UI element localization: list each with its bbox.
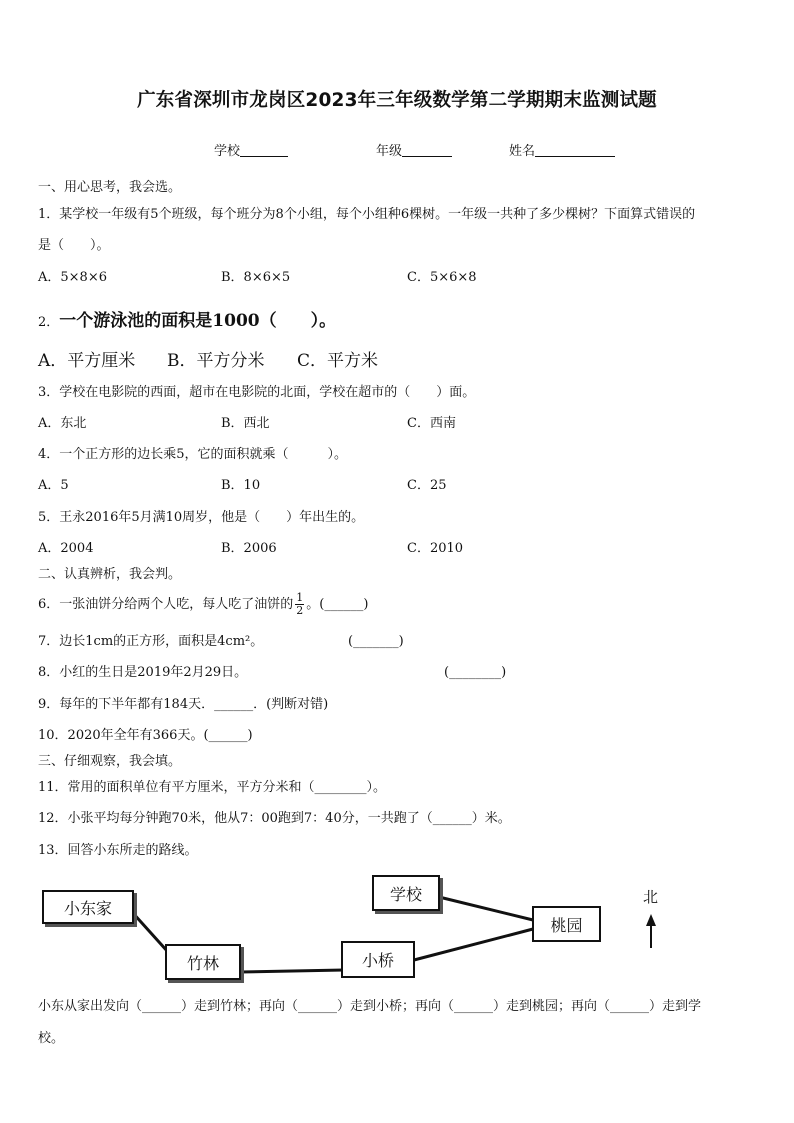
road-home-bamboo	[132, 912, 168, 952]
q2-option-c[interactable]: C．平方米	[297, 351, 379, 371]
q2-option-a[interactable]: A．平方厘米	[38, 351, 136, 371]
q7-answer-blank[interactable]: (_______)	[348, 634, 404, 649]
school-label: 学校	[214, 144, 241, 159]
name-label: 姓名	[509, 144, 536, 159]
map-box-bamboo: 竹林	[165, 944, 241, 980]
section2-heading: 二、认真辨析，我会判。	[38, 567, 182, 582]
q12-text: 12．小张平均每分钟跑70米，他从7：00跑到7：40分，一共跑了（______）米。	[38, 811, 511, 826]
q10-text: 10．2020年全年有366天。(______)	[38, 728, 253, 743]
q7-text: 7．边长1cm的正方形，面积是4cm²。	[38, 634, 264, 649]
q6-fraction-numerator: 1	[296, 591, 304, 604]
q1-line2: 是（ ）。	[38, 238, 110, 253]
q5-text: 5．王永2016年5月满10周岁，他是（ ）年出生的。	[38, 510, 365, 525]
q3-option-b[interactable]: B．西北	[221, 416, 270, 431]
page-title: 广东省深圳市龙岗区2023年三年级数学第二学期期末监测试题	[137, 90, 657, 111]
road-school-peach	[439, 897, 533, 920]
q11-text: 11．常用的面积单位有平方厘米，平方分米和（________）。	[38, 780, 387, 795]
q6-answer-blank[interactable]: 。(______)	[306, 596, 369, 612]
q5-option-b[interactable]: B．2006	[221, 541, 277, 556]
q5-option-a[interactable]: A．2004	[38, 541, 94, 556]
q13-answer-line1[interactable]: 小东从家出发向（______）走到竹林；再向（______）走到小桥；再向（______）走到桃园；再向（______）走到学	[38, 999, 702, 1014]
section1-heading: 一、用心思考，我会选。	[38, 180, 182, 195]
grade-label: 年级	[376, 144, 403, 159]
q2-option-b[interactable]: B．平方分米	[167, 351, 265, 371]
map-box-peach: 桃园	[532, 906, 601, 942]
section3-heading: 三、仔细观察，我会填。	[38, 754, 182, 769]
q5-option-c[interactable]: C．2010	[407, 541, 464, 556]
q6-text: 6．一张油饼分给两个人吃，每人吃了油饼的	[38, 596, 294, 612]
road-bridge-peach	[414, 929, 533, 960]
q1-option-b[interactable]: B．8×6×5	[221, 270, 291, 285]
q2-number: 2．	[38, 315, 60, 330]
q6-fraction-denominator: 2	[296, 604, 304, 617]
q4-text: 4．一个正方形的边长乘5，它的面积就乘（ ）。	[38, 447, 348, 462]
map-box-home: 小东家	[42, 890, 134, 924]
q1-option-a[interactable]: A．5×8×6	[38, 270, 107, 285]
q13-text: 13．回答小东所走的路线。	[38, 843, 198, 858]
q4-option-c[interactable]: C．25	[407, 478, 447, 493]
north-arrow-head	[646, 914, 656, 926]
road-bamboo-bridge	[240, 970, 344, 972]
map-box-bridge: 小桥	[341, 941, 415, 978]
q1-line1: 1．某学校一年级有5个班级，每个班分为8个小组，每个小组种6棵树。一年级一共种了多少棵树？下面算式错误的	[38, 207, 696, 222]
q13-answer-line2: 校。	[38, 1031, 65, 1046]
q3-text: 3．学校在电影院的西面，超市在电影院的北面，学校在超市的（ ）面。	[38, 385, 476, 400]
map-box-school: 学校	[372, 875, 440, 911]
q1-option-c[interactable]: C．5×6×8	[407, 270, 477, 285]
q4-option-b[interactable]: B．10	[221, 478, 261, 493]
q3-option-a[interactable]: A．东北	[38, 416, 87, 431]
q8-answer-blank[interactable]: (________)	[444, 665, 507, 680]
q3-option-c[interactable]: C．西南	[407, 416, 456, 431]
north-label: 北	[643, 888, 659, 906]
q8-text: 8．小红的生日是2019年2月29日。	[38, 665, 248, 680]
q9-text: 9．每年的下半年都有184天．______．(判断对错)	[38, 697, 329, 712]
q4-option-a[interactable]: A．5	[38, 478, 69, 493]
q2-text: 一个游泳池的面积是1000（ ）。	[59, 311, 337, 331]
